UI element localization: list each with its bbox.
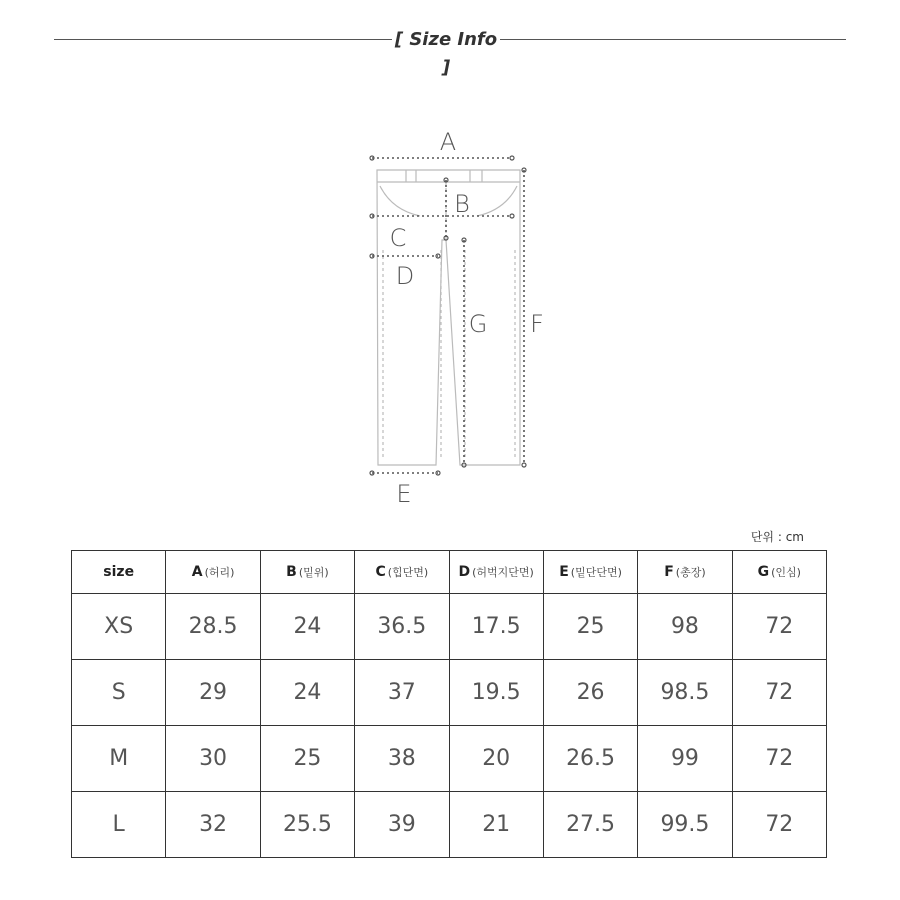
header-size: size	[72, 551, 166, 594]
page-title: [ Size Info ]	[394, 29, 498, 78]
header-d: D (허벅지단면)	[449, 551, 543, 594]
cell-b: 24	[260, 660, 354, 726]
pants-outline	[377, 170, 520, 465]
cell-c: 37	[355, 660, 449, 726]
cell-f: 99.5	[638, 792, 732, 858]
cell-c: 39	[355, 792, 449, 858]
size-info-header	[54, 26, 846, 78]
cell-size: M	[72, 726, 166, 792]
label-g: G	[468, 310, 488, 338]
table-header-row	[72, 551, 827, 594]
header-a: A (허리)	[166, 551, 260, 594]
cell-size: S	[72, 660, 166, 726]
header-e: E (밑단단면)	[543, 551, 637, 594]
cell-size: L	[72, 792, 166, 858]
cell-e: 25	[543, 594, 637, 660]
label-e: E	[396, 480, 412, 508]
header-b: B (밑위)	[260, 551, 354, 594]
cell-b: 25.5	[260, 792, 354, 858]
cell-e: 26.5	[543, 726, 637, 792]
cell-size: XS	[72, 594, 166, 660]
cell-d: 17.5	[449, 594, 543, 660]
cell-a: 29	[166, 660, 260, 726]
title-divider-left	[54, 39, 392, 40]
label-a: A	[439, 128, 457, 156]
cell-e: 27.5	[543, 792, 637, 858]
cell-g: 72	[732, 594, 826, 660]
table-row	[72, 792, 827, 858]
cell-b: 25	[260, 726, 354, 792]
cell-f: 98.5	[638, 660, 732, 726]
cell-f: 98	[638, 594, 732, 660]
label-b: B	[454, 190, 470, 218]
cell-c: 38	[355, 726, 449, 792]
table-row	[72, 660, 827, 726]
header-c: C (힙단면)	[355, 551, 449, 594]
table-row	[72, 726, 827, 792]
table-row	[72, 594, 827, 660]
label-d: D	[395, 262, 415, 290]
cell-c: 36.5	[355, 594, 449, 660]
unit-note: 단위 : cm	[750, 530, 804, 544]
cell-a: 32	[166, 792, 260, 858]
label-c: C	[389, 224, 407, 252]
cell-f: 99	[638, 726, 732, 792]
cell-g: 72	[732, 726, 826, 792]
pants-measurement-diagram	[360, 120, 544, 514]
header-g: G (인심)	[732, 551, 826, 594]
cell-a: 28.5	[166, 594, 260, 660]
cell-g: 72	[732, 660, 826, 726]
cell-d: 19.5	[449, 660, 543, 726]
title-divider-right	[500, 39, 846, 40]
size-table	[71, 550, 827, 858]
cell-d: 21	[449, 792, 543, 858]
cell-g: 72	[732, 792, 826, 858]
header-f: F (총장)	[638, 551, 732, 594]
cell-b: 24	[260, 594, 354, 660]
cell-d: 20	[449, 726, 543, 792]
cell-a: 30	[166, 726, 260, 792]
cell-e: 26	[543, 660, 637, 726]
label-f: F	[530, 310, 544, 338]
